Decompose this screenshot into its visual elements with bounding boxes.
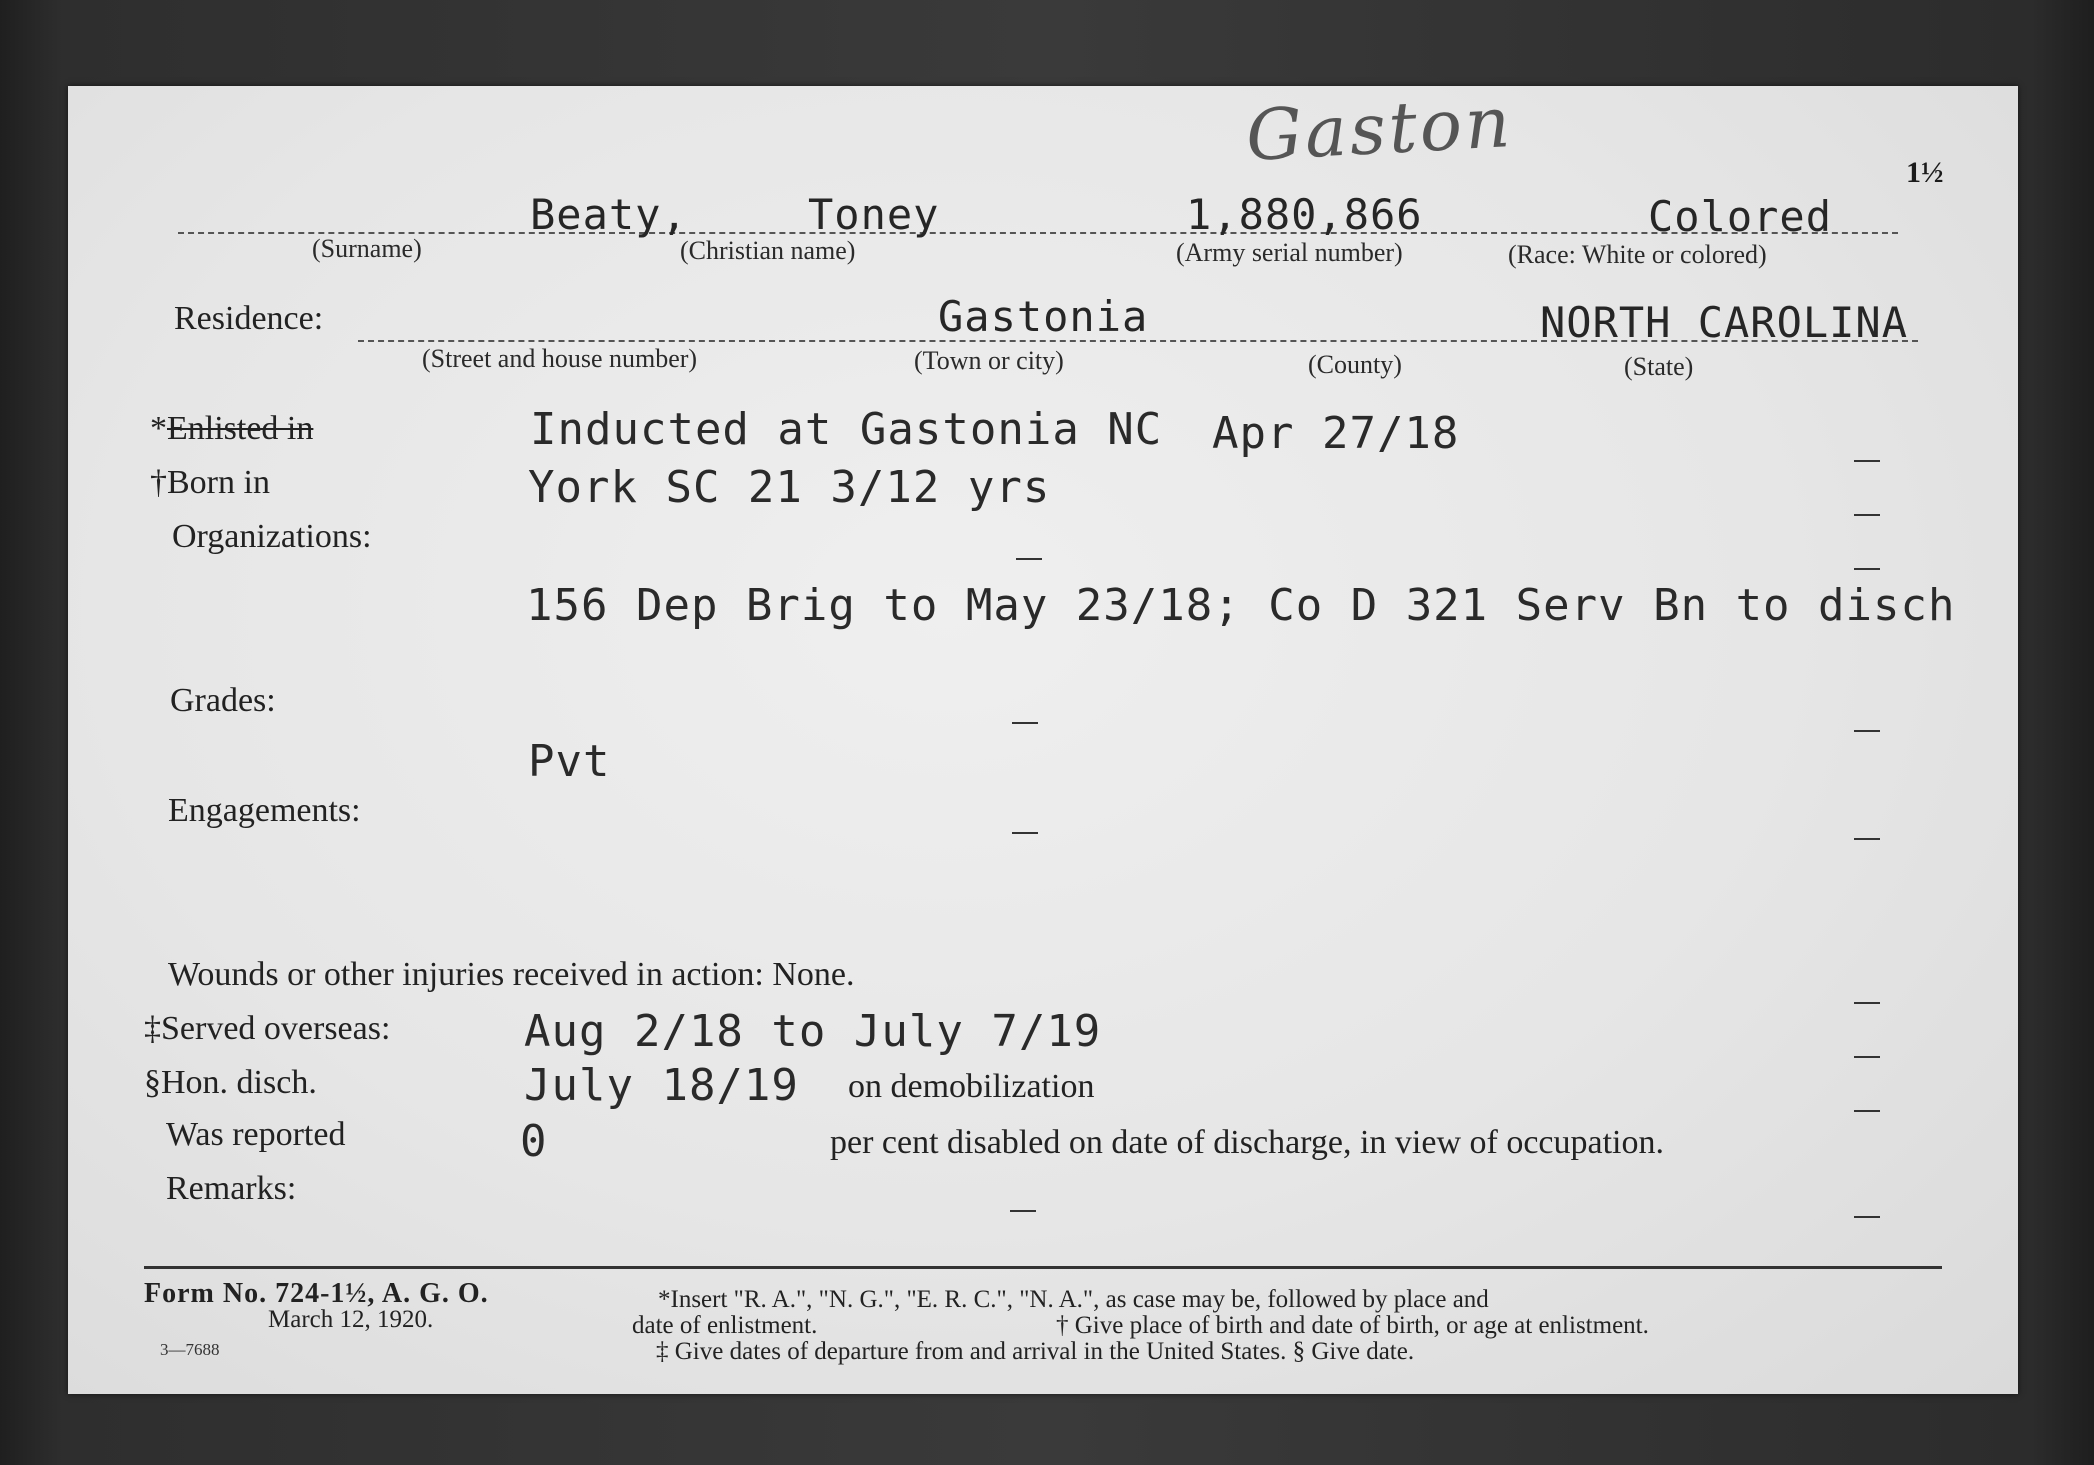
wounds-label-text: Wounds or other injuries received in action: (168, 956, 764, 993)
fraction-mark: 1½ (1906, 156, 1944, 189)
enlisted-date: Apr 27/18 (1212, 408, 1460, 459)
print-code: 3—7688 (160, 1340, 220, 1359)
footnote-overseas: ‡ Give dates of departure from and arrival in the United States. § Give date. (656, 1338, 1415, 1365)
grades-mid-tick (1012, 722, 1038, 724)
overseas-tick (1854, 1056, 1880, 1058)
engagements-label: Engagements: (168, 792, 361, 829)
town-caption: (Town or city) (914, 346, 1064, 375)
born-mark: † (150, 464, 167, 501)
christian-name-caption: (Christian name) (680, 236, 856, 265)
discharge-note: on demobilization (848, 1068, 1095, 1105)
christian-name-value: Toney (808, 190, 940, 239)
form-date: March 12, 1920. (268, 1306, 434, 1333)
remarks-label: Remarks: (166, 1170, 297, 1207)
discharge-mark: § (144, 1064, 161, 1101)
organizations-tick (1854, 568, 1880, 570)
grades-label: Grades: (170, 682, 276, 719)
race-caption: (Race: White or colored) (1508, 240, 1767, 269)
overseas-label-text: Served overseas: (161, 1010, 391, 1047)
engagements-tick (1854, 838, 1880, 840)
state-caption: (State) (1624, 352, 1694, 381)
enlisted-label (150, 410, 313, 448)
service-record-card (68, 81, 2018, 1394)
street-caption: (Street and house number) (422, 344, 698, 373)
born-tick (1854, 514, 1880, 516)
footnote-enlistment: *Insert "R. A.", "N. G.", "E. R. C.", "N. A.", as case may be, followed by place and (658, 1286, 1489, 1313)
state-value: NORTH CAROLINA (1540, 298, 1909, 347)
race-value: Colored (1648, 192, 1833, 241)
surname-caption: (Surname) (312, 234, 422, 263)
engagements-mid-tick (1012, 832, 1038, 834)
reported-note: per cent disabled on date of discharge, in view of occupation. (830, 1124, 1664, 1161)
name-line (178, 232, 1898, 234)
enlisted-mark: * (150, 410, 167, 447)
born-label (150, 464, 270, 502)
residence-label: Residence: (174, 300, 324, 337)
footer-rule (144, 1266, 1942, 1269)
surname-value: Beaty, (530, 190, 688, 239)
discharge-tick (1854, 1110, 1880, 1112)
remarks-mid-tick (1010, 1210, 1036, 1212)
footnote-birth: † Give place of birth and date of birth, or age at enlistment. (1056, 1312, 1649, 1339)
grades-tick (1854, 730, 1880, 732)
overseas-label (144, 1010, 390, 1048)
reported-label: Was reported (166, 1116, 346, 1153)
organizations-label: Organizations: (172, 518, 372, 555)
serial-number-caption: (Army serial number) (1176, 238, 1403, 267)
overseas-value: Aug 2/18 to July 7/19 (524, 1006, 1102, 1057)
form-number: Form No. 724-1½, A. G. O. (144, 1278, 489, 1309)
footnote-enlistment-cont: date of enlistment. (632, 1312, 818, 1339)
wounds-value: None. (772, 956, 855, 993)
remarks-tick (1854, 1216, 1880, 1218)
discharge-label (144, 1064, 317, 1102)
enlisted-value: Inducted at Gastonia NC (530, 404, 1163, 455)
enlisted-tick (1854, 460, 1880, 462)
wounds-tick (1854, 1002, 1880, 1004)
handwritten-county-note: Gaston (1244, 81, 1515, 177)
enlisted-label-text: Enlisted in (167, 410, 314, 447)
born-value: York SC 21 3/12 yrs (528, 462, 1051, 513)
grades-value: Pvt (528, 736, 611, 787)
overseas-mark: ‡ (144, 1010, 161, 1047)
wounds-label (168, 956, 855, 994)
organizations-value: 156 Dep Brig to May 23/18; Co D 321 Serv Bn to disch (526, 580, 1956, 631)
discharge-label-text: Hon. disch. (161, 1064, 317, 1101)
reported-value: 0 (520, 1116, 548, 1167)
serial-number-value: 1,880,866 (1186, 190, 1423, 239)
town-value: Gastonia (938, 292, 1149, 341)
organizations-mid-tick (1016, 558, 1042, 560)
discharge-value: July 18/19 (524, 1060, 799, 1111)
county-caption: (County) (1308, 350, 1402, 379)
born-label-text: Born in (167, 464, 270, 501)
